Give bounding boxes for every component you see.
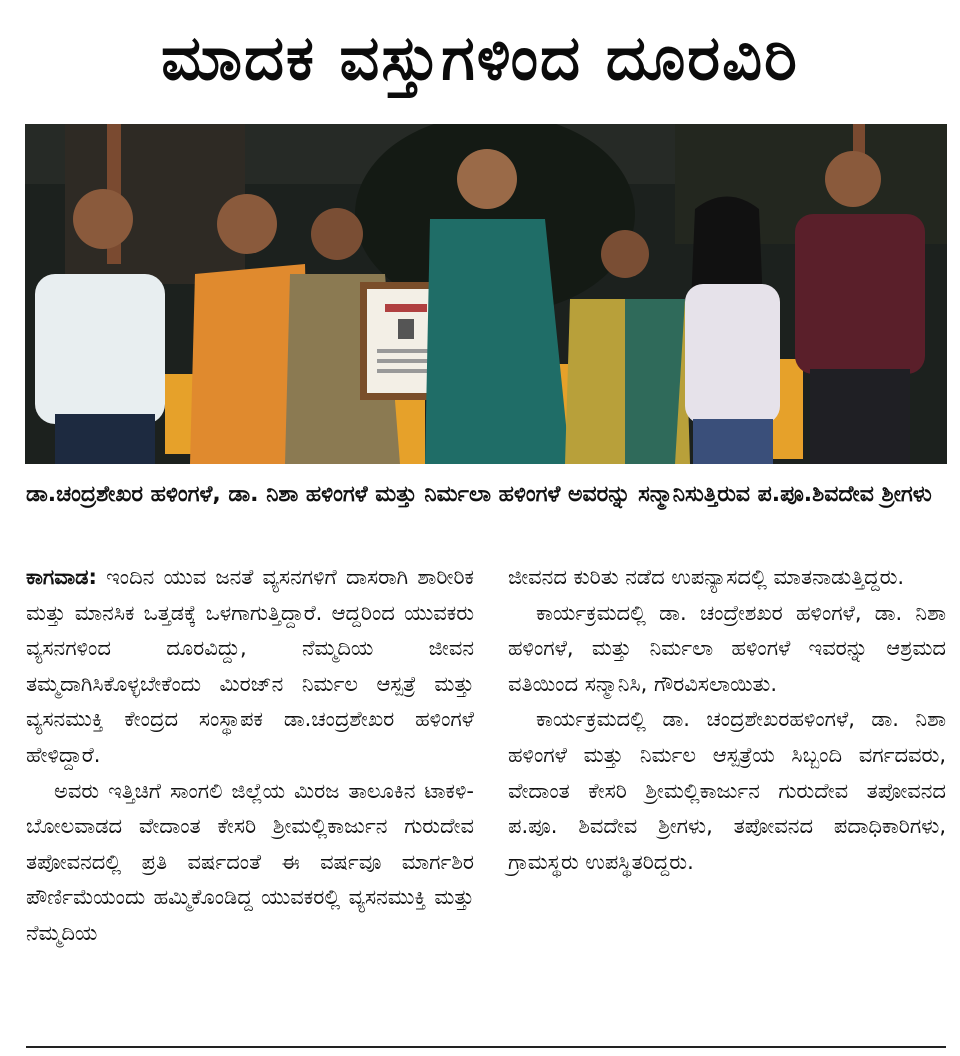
article-column-right: [508, 560, 946, 880]
article-column-left: [26, 560, 474, 952]
paragraph-text: ಇಂದಿನ ಯುವ ಜನತೆ ವ್ಯಸನಗಳಿಗೆ ದಾಸರಾಗಿ ಶಾರೀರಿಕ ಮತ್ತು ಮಾನಸಿಕ ಒತ್ತಡಕ್ಕೆ ಒಳಗಾಗುತ್ತಿದ್ದಾರೆ. ಆದ್ದರಿಂದ ಯುವಕರು ವ್ಯಸನಗಳಿಂದ ದೂರವಿದ್ದು, ನೆಮ್ಮದಿಯ ಜೀವನ ತಮ್ಮದಾಗಿಸಿಕೊಳ್ಳಬೇಕೆಂದು ಮಿರಜ್‌ನ ನಿರ್ಮಲ ಆಸ್ಪತ್ರೆ ಮತ್ತು ವ್ಯಸನಮುಕ್ತಿ ಕೇಂದ್ರದ ಸಂಸ್ಥಾಪಕ ಡಾ.ಚಂದ್ರಶೇಖರ ಹಳಿಂಗಳೆ ಹೇಳಿದ್ದಾರೆ.: [26, 565, 474, 767]
article-paragraph: ಕಾರ್ಯಕ್ರಮದಲ್ಲಿ ಡಾ. ಚಂದ್ರಶೇಖರಹಳಿಂಗಳೆ, ಡಾ. ನಿಶಾ ಹಳಿಂಗಳೆ ಮತ್ತು ನಿರ್ಮಲ ಆಸ್ಪತ್ರೆಯ ಸಿಬ್ಬಂದಿ ವರ್ಗದವರು, ವೇದಾಂತ ಕೇಸರಿ ಶ್ರೀಮಲ್ಲಿಕಾರ್ಜುನ ಗುರುದೇವ ತಪೋವನದ ಪ.ಪೂ. ಶಿವದೇವ ಶ್ರೀಗಳು, ತಪೋವನದ ಪದಾಧಿಕಾರಿಗಳು, ಗ್ರಾಮಸ್ಥರು ಉಪಸ್ಥಿತರಿದ್ದರು.: [508, 707, 946, 874]
dateline: ಕಾಗವಾಡ:: [26, 565, 97, 589]
article-paragraph: ಅವರು ಇತ್ತಿಚಿಗೆ ಸಾಂಗಲಿ ಜಿಲ್ಲೆಯ ಮಿರಜ ತಾಲೂಕಿನ ಟಾಕಳಿ-ಬೋಲವಾಡದ ವೇದಾಂತ ಕೇಸರಿ ಶ್ರೀಮಲ್ಲಿಕಾರ್ಜುನ ಗುರುದೇವ ತಪೋವನದಲ್ಲಿ ಪ್ರತಿ ವರ್ಷದಂತೆ ಈ ವರ್ಷವೂ ಮಾರ್ಗಶಿರ ಪೌರ್ಣಿಮೆಯಂದು ಹಮ್ಮಿಕೊಂಡಿದ್ದ ಯುವಕರಲ್ಲಿ ವ್ಯಸನಮುಕ್ತಿ ಮತ್ತು ನೆಮ್ಮದಿಯ: [26, 778, 474, 945]
article-paragraph: [26, 560, 474, 774]
headline: ಮಾದಕ ವಸ್ತುಗಳಿಂದ ದೂರವಿರಿ: [161, 21, 799, 94]
news-photo: [25, 124, 947, 464]
article-paragraph: ಕಾರ್ಯಕ್ರಮದಲ್ಲಿ ಡಾ. ಚಂದ್ರೇಶಖರ ಹಳಿಂಗಳೆ, ಡಾ. ನಿಶಾ ಹಳಿಂಗಳೆ, ಮತ್ತು ನಿರ್ಮಲಾ ಹಳಿಂಗಳೆ ಇವರನ್ನು ಆಶ್ರಮದ ವತಿಯಿಂದ ಸನ್ಮಾನಿಸಿ, ಗೌರವಿಸಲಾಯಿತು.: [508, 600, 946, 696]
bottom-rule: [26, 1046, 946, 1048]
article-paragraph: ಜೀವನದ ಕುರಿತು ನಡೆದ ಉಪನ್ಯಾಸದಲ್ಲಿ ಮಾತನಾಡುತ್ತಿದ್ದರು.: [508, 565, 905, 589]
award-ceremony-photo-icon: [25, 124, 947, 464]
photo-caption: ಡಾ.ಚಂದ್ರಶೇಖರ ಹಳಿಂಗಳೆ, ಡಾ. ನಿಶಾ ಹಳಿಂಗಳೆ ಮತ್ತು ನಿರ್ಮಲಾ ಹಳಿಂಗಳೆ ಅವರನ್ನು ಸನ್ಮಾನಿಸುತ್ತಿರುವ ಪ.ಪೂ.ಶಿವದೇವ ಶ್ರೀಗಳು: [26, 482, 932, 507]
